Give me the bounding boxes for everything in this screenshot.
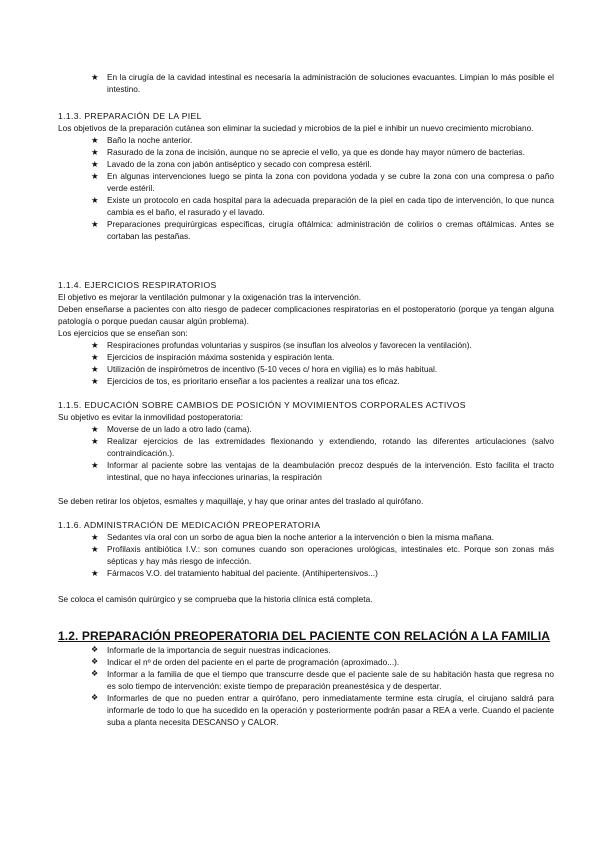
family-prep-list bbox=[58, 644, 554, 728]
intro-block bbox=[58, 71, 554, 95]
star-bullet-icon: ★ bbox=[91, 219, 99, 229]
list-item: ★ Informar al paciente sobre las ventajas de la deambulación precoz después de la intervención. Esto facilita el tracto intestinal, que no haya infecciones urinarias, la respiración bbox=[91, 460, 554, 482]
mobility-list bbox=[58, 423, 554, 483]
star-bullet-icon: ★ bbox=[91, 544, 99, 554]
star-bullet-icon: ★ bbox=[91, 376, 99, 386]
star-bullet-icon: ★ bbox=[91, 364, 99, 374]
section-1-1-6-body bbox=[58, 531, 554, 579]
paragraph: Se coloca el camisón quirúrgico y se comprueba que la historia clínica está completa. bbox=[58, 594, 373, 604]
paragraph: Se deben retirar los objetos, esmaltes y maquillaje, y hay que orinar antes del traslado al quirófano. bbox=[58, 496, 424, 506]
star-bullet-icon: ★ bbox=[91, 568, 99, 578]
star-bullet-icon: ★ bbox=[91, 436, 99, 446]
list-item: ★ En algunas intervenciones luego se pinta la zona con povidona yodada y se cubre la zona con una compresa o paño verde estéril. bbox=[91, 171, 554, 193]
list-item: ★ Sedantes vía oral con un sorbo de agua bien la noche anterior a la intervención o bien la misma mañana. bbox=[91, 532, 494, 542]
intro-list bbox=[58, 71, 554, 95]
paragraph: Los objetivos de la preparación cutánea son eliminar la suciedad y microbios de la piel e inhibir un nuevo crecimiento microbiano. bbox=[58, 123, 534, 133]
star-bullet-icon: ★ bbox=[91, 159, 99, 169]
list-item: ★ Moverse de un lado a otro lado (cama). bbox=[91, 424, 252, 434]
star-bullet-icon: ★ bbox=[91, 171, 99, 181]
star-bullet-icon: ★ bbox=[91, 532, 99, 542]
list-item: ★ Utilización de inspirómetros de incentivo (5-10 veces c/ hora en vigilia) es lo más habitual. bbox=[91, 364, 438, 374]
skin-prep-list bbox=[58, 134, 554, 242]
diamond-bullet-icon: ❖ bbox=[91, 669, 99, 678]
paragraph: Los ejercicios que se enseñan son: bbox=[58, 328, 188, 338]
list-item: ★ Lavado de la zona con jabón antiséptico y secado con compresa estéril. bbox=[91, 159, 372, 169]
list-item: ★ Preparaciones prequirúrgicas específicas, cirugía oftálmica: administración de colirios o cremas oftálmicas. Antes se cortaban las pestañas. bbox=[91, 219, 554, 241]
section-heading-1-1-5: 1.1.5. EDUCACIÓN SOBRE CAMBIOS DE POSICIÓN Y MOVIMIENTOS CORPORALES ACTIVOS bbox=[58, 400, 466, 410]
list-item: ★ Realizar ejercicios de las extremidades flexionando y extendiendo, rotando las diferentes articulaciones (salvo contraindicación.). bbox=[91, 436, 554, 458]
medication-list bbox=[58, 531, 554, 579]
diamond-bullet-icon: ❖ bbox=[91, 645, 99, 654]
list-item: ★ Baño la noche anterior. bbox=[91, 135, 193, 145]
list-item: ★ Profilaxis antibiótica I.V.: son comunes cuando son operaciones urológicas, intestinales etc. Porque son zonas más sépticas y hay más riesgo de infección. bbox=[91, 544, 554, 566]
section-heading-1-1-4: 1.1.4. EJERCICIOS RESPIRATORIOS bbox=[58, 280, 217, 290]
section-1-1-5-body bbox=[58, 411, 554, 483]
list-item: ❖ Informarles de que no pueden entrar a quirófano, pero inmediatamente termine esta cirugía, el cirujano saldrá para informarle de todo lo que ha sucedido en la operación y posteriormente podrán pasar a REA a verle. Cuando el paciente suba a planta necesita DESCANSO y CALOR. bbox=[91, 693, 554, 727]
paragraph: Su objetivo es evitar la inmovilidad postoperatoria: bbox=[58, 412, 243, 422]
section-1-1-5-note bbox=[58, 495, 554, 507]
list-item: ★ Rasurado de la zona de incisión, aunque no se aprecie el vello, ya que es donde hay mayor número de bacterias. bbox=[91, 147, 525, 157]
star-bullet-icon: ★ bbox=[91, 135, 99, 145]
star-bullet-icon: ★ bbox=[91, 340, 99, 350]
star-bullet-icon: ★ bbox=[91, 460, 99, 470]
star-bullet-icon: ★ bbox=[91, 195, 99, 205]
section-1-1-6-note bbox=[58, 593, 554, 605]
list-item: ★ Fármacos V.O. del tratamiento habitual del paciente. (Antihipertensivos...) bbox=[91, 568, 378, 578]
list-item: ❖ Indicar el nº de orden del paciente en el parte de programación (aproximado...). bbox=[91, 657, 400, 667]
paragraph: El objetivo es mejorar la ventilación pulmonar y la oxigenación tras la intervención. bbox=[58, 292, 361, 302]
section-1-2-body bbox=[58, 644, 554, 728]
star-bullet-icon: ★ bbox=[91, 72, 99, 82]
breathing-exercises-list bbox=[58, 339, 554, 387]
diamond-bullet-icon: ❖ bbox=[91, 693, 99, 702]
list-item: ★ Ejercicios de tos, es prioritario enseñar a los pacientes a realizar una tos eficaz. bbox=[91, 376, 400, 386]
section-heading-1-1-3: 1.1.3. PREPARACIÓN DE LA PIEL bbox=[58, 111, 202, 121]
star-bullet-icon: ★ bbox=[91, 147, 99, 157]
star-bullet-icon: ★ bbox=[91, 352, 99, 362]
list-item: ★ Ejercicios de inspiración máxima sostenida y espiración lenta. bbox=[91, 352, 335, 362]
star-bullet-icon: ★ bbox=[91, 424, 99, 434]
section-heading-1-2: 1.2. PREPARACIÓN PREOPERATORIA DEL PACIENTE CON RELACIÓN A LA FAMILIA bbox=[58, 629, 551, 643]
list-item: ★ En la cirugía de la cavidad intestinal es necesaria la administración de soluciones evacuantes. Limpian lo más posible el intestino. bbox=[91, 72, 554, 94]
section-heading-1-1-6: 1.1.6. ADMINISTRACIÓN DE MEDICACIÓN PREOPERATORIA bbox=[58, 520, 321, 530]
list-item: ★ Respiraciones profundas voluntarias y suspiros (se insuflan los alveolos y favorecen la ventilación). bbox=[91, 340, 472, 350]
section-1-1-4-body bbox=[58, 291, 554, 387]
diamond-bullet-icon: ❖ bbox=[91, 657, 99, 666]
list-item: ❖ Informarle de la importancia de seguir nuestras indicaciones. bbox=[91, 645, 331, 655]
section-1-1-3-body bbox=[58, 122, 554, 242]
list-item: ❖ Informar a la familia de que el tiempo que transcurre desde que el paciente sale de su habitación hasta que regresa no es solo tiempo de intervención: existe tiempo de preparación preanestésica y de despertar. bbox=[91, 669, 554, 691]
list-item: ★ Existe un protocolo en cada hospital para la adecuada preparación de la piel en cada tipo de intervención, lo que nunca cambia es el baño, el rasurado y el lavado. bbox=[91, 195, 554, 217]
paragraph: Deben enseñarse a pacientes con alto riesgo de padecer complicaciones respiratorias en el postoperatorio (porque ya tengan alguna patología o porque puedan causar algún problema). bbox=[58, 304, 554, 326]
